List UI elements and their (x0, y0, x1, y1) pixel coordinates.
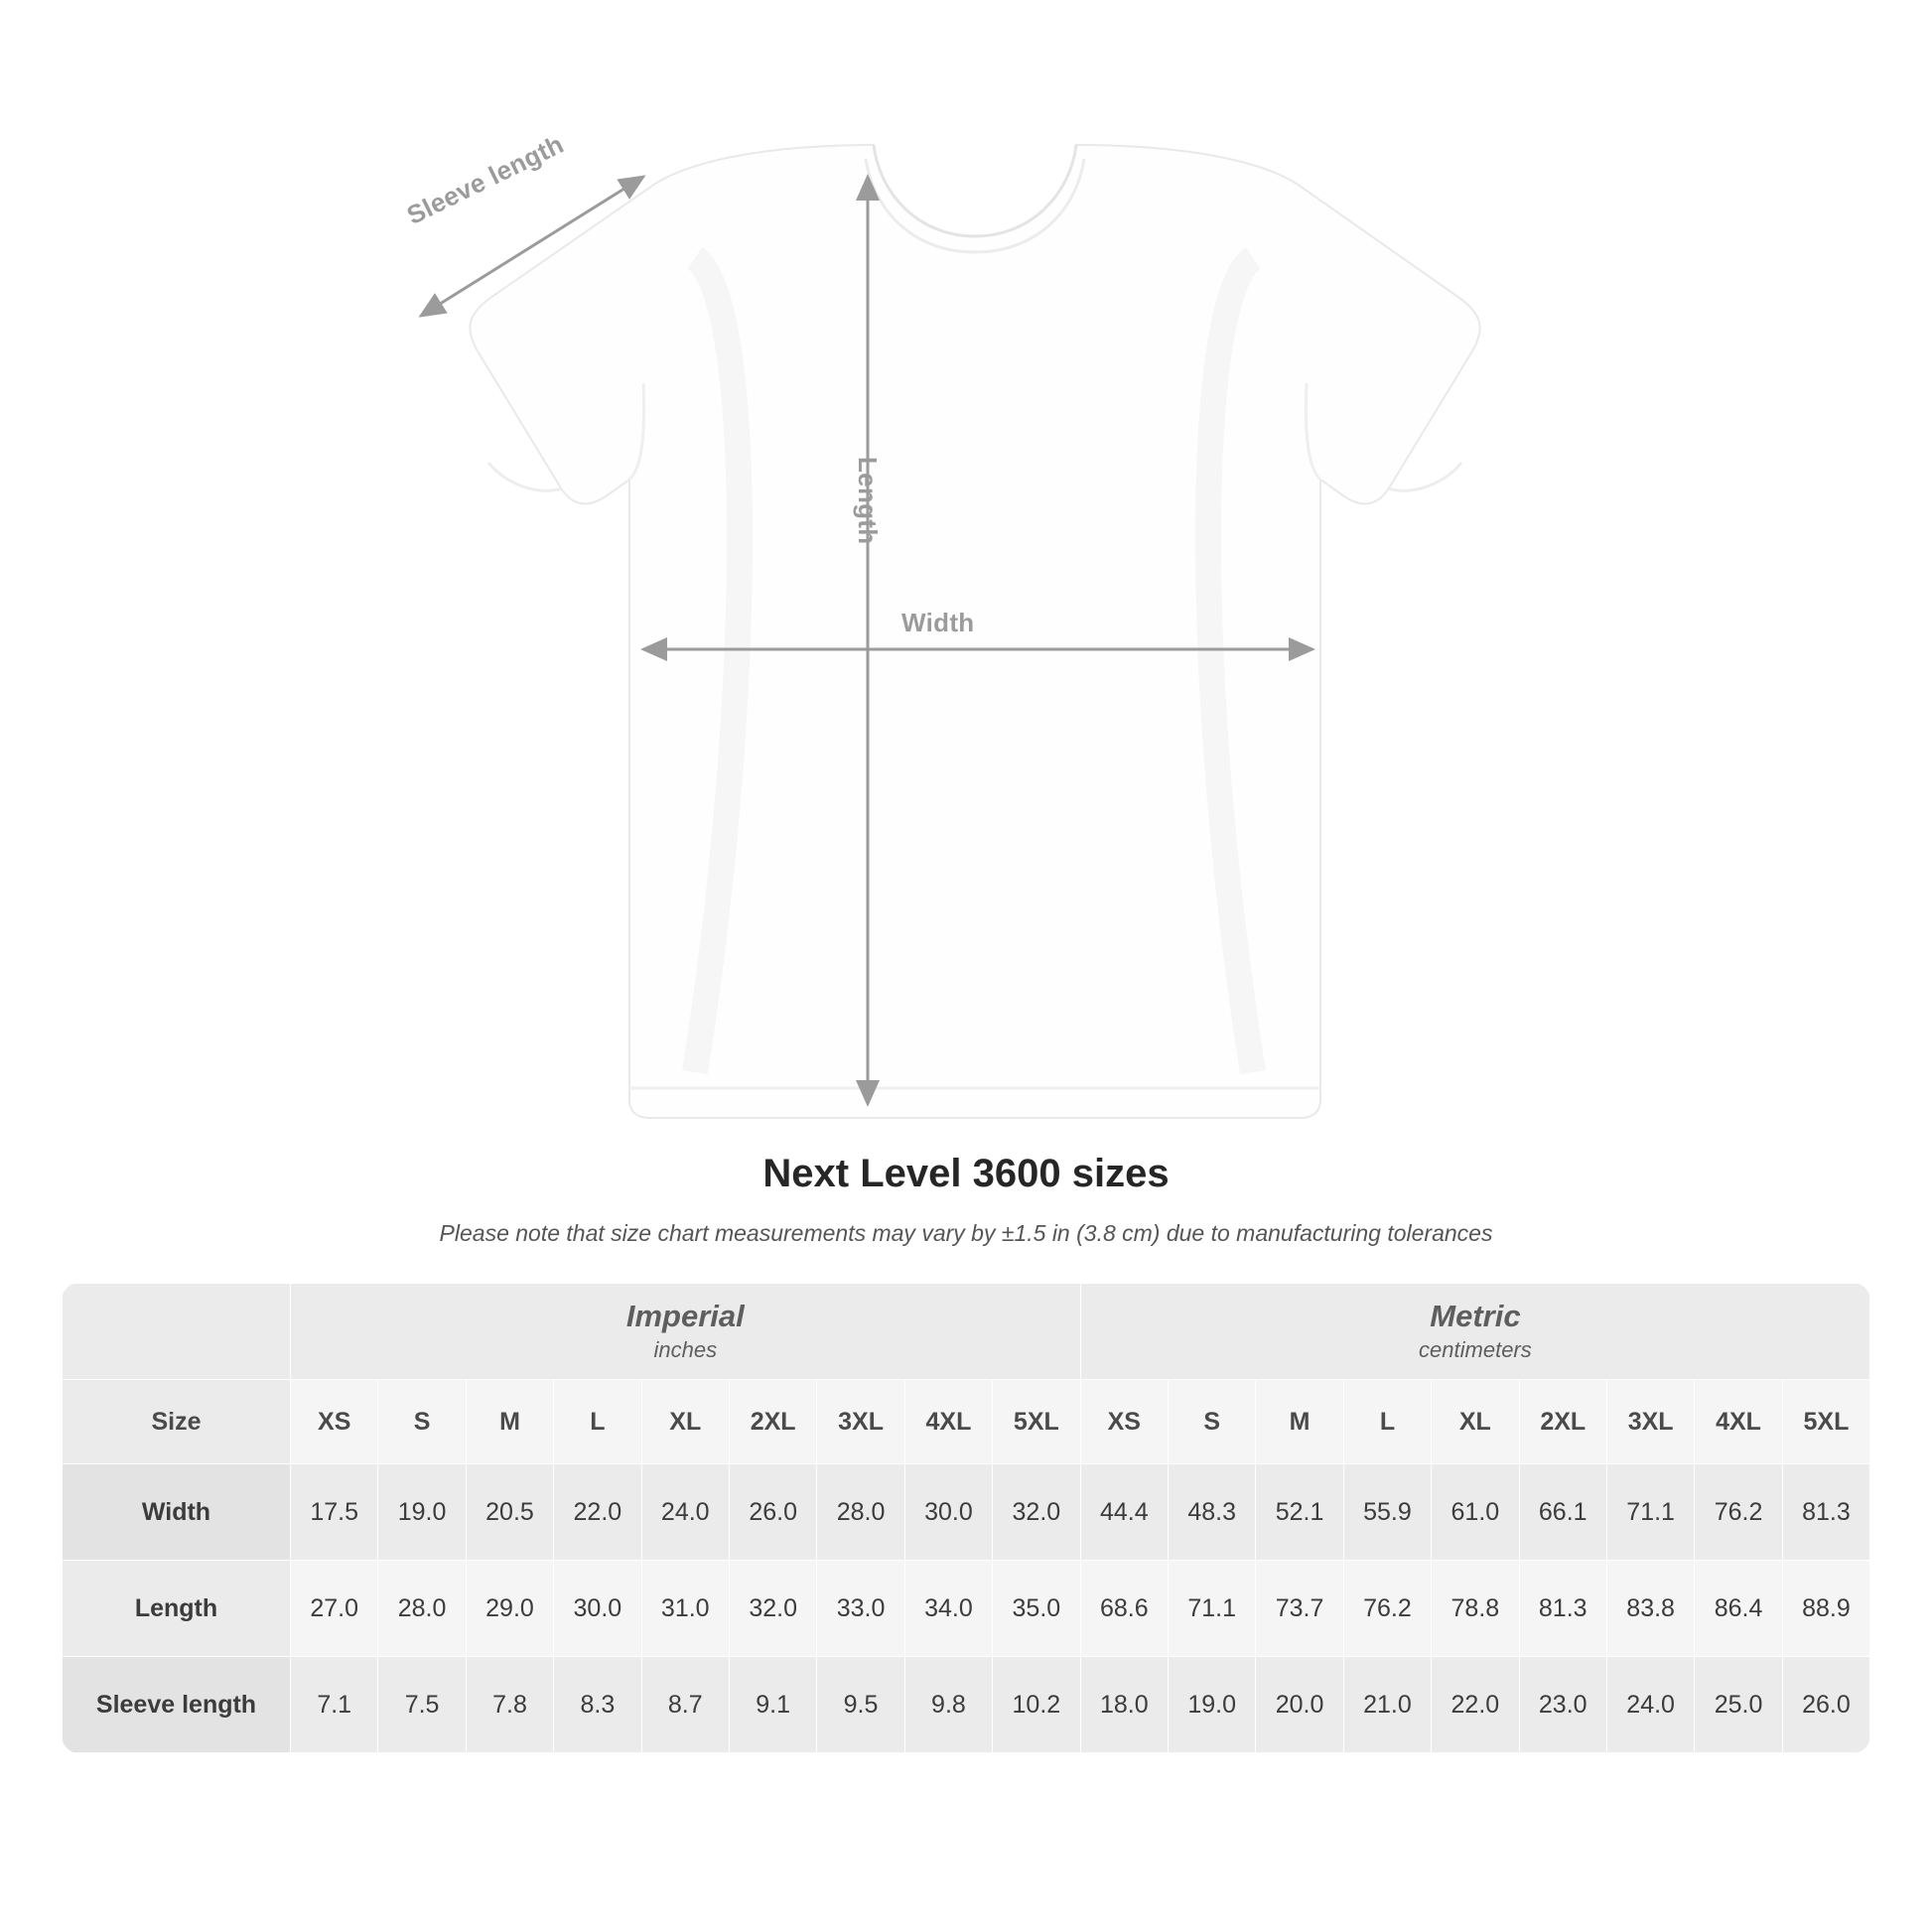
cell-width-imperial-3xl: 28.0 (817, 1464, 904, 1561)
row-label-length: Length (63, 1561, 291, 1657)
size-header-metric-s: S (1168, 1380, 1255, 1464)
size-header-metric-2xl: 2XL (1519, 1380, 1606, 1464)
width-dimension-label: Width (901, 608, 975, 637)
metric-unit-sub: centimeters (1419, 1337, 1532, 1363)
cell-length-metric-xl: 78.8 (1432, 1561, 1519, 1657)
table-corner-cell (63, 1284, 291, 1380)
size-header-imperial-xl: XL (641, 1380, 729, 1464)
row-label-sleeve-length: Sleeve length (63, 1657, 291, 1753)
cell-width-metric-s: 48.3 (1168, 1464, 1255, 1561)
size-header-metric-l: L (1343, 1380, 1431, 1464)
cell-sleeve-metric-3xl: 24.0 (1606, 1657, 1694, 1753)
table-row (63, 1464, 1870, 1561)
cell-width-metric-3xl: 71.1 (1606, 1464, 1694, 1561)
cell-width-metric-xl: 61.0 (1432, 1464, 1519, 1561)
size-header-imperial-3xl: 3XL (817, 1380, 904, 1464)
row-label-width: Width (63, 1464, 291, 1561)
size-header-metric-4xl: 4XL (1695, 1380, 1782, 1464)
size-label-cell: Size (63, 1380, 291, 1464)
cell-length-metric-4xl: 86.4 (1695, 1561, 1782, 1657)
cell-width-imperial-2xl: 26.0 (729, 1464, 816, 1561)
size-header-row (63, 1380, 1870, 1464)
cell-sleeve-imperial-4xl: 9.8 (904, 1657, 992, 1753)
cell-sleeve-metric-4xl: 25.0 (1695, 1657, 1782, 1753)
cell-length-metric-xs: 68.6 (1080, 1561, 1168, 1657)
cell-sleeve-metric-l: 21.0 (1343, 1657, 1431, 1753)
cell-sleeve-imperial-s: 7.5 (378, 1657, 466, 1753)
size-header-metric-5xl: 5XL (1782, 1380, 1870, 1464)
size-header-imperial-5xl: 5XL (993, 1380, 1080, 1464)
cell-width-imperial-m: 20.5 (466, 1464, 553, 1561)
cell-sleeve-metric-xl: 22.0 (1432, 1657, 1519, 1753)
cell-sleeve-imperial-2xl: 9.1 (729, 1657, 816, 1753)
cell-sleeve-metric-2xl: 23.0 (1519, 1657, 1606, 1753)
cell-width-metric-5xl: 81.3 (1782, 1464, 1870, 1561)
cell-length-imperial-m: 29.0 (466, 1561, 553, 1657)
imperial-unit-sub: inches (653, 1337, 718, 1363)
cell-width-metric-xs: 44.4 (1080, 1464, 1168, 1561)
metric-unit-header (1080, 1284, 1870, 1380)
table-row (63, 1561, 1870, 1657)
table-row (63, 1657, 1870, 1753)
size-header-metric-xl: XL (1432, 1380, 1519, 1464)
cell-length-imperial-4xl: 34.0 (904, 1561, 992, 1657)
cell-width-metric-l: 55.9 (1343, 1464, 1431, 1561)
cell-length-imperial-xs: 27.0 (291, 1561, 378, 1657)
imperial-unit-name: Imperial (625, 1299, 745, 1334)
unit-header-row (63, 1284, 1870, 1380)
size-table-container (62, 1283, 1870, 1753)
cell-width-imperial-xs: 17.5 (291, 1464, 378, 1561)
cell-sleeve-metric-5xl: 26.0 (1782, 1657, 1870, 1753)
cell-length-metric-5xl: 88.9 (1782, 1561, 1870, 1657)
cell-sleeve-imperial-l: 8.3 (554, 1657, 641, 1753)
cell-width-imperial-5xl: 32.0 (993, 1464, 1080, 1561)
title-block (0, 1152, 1932, 1247)
cell-length-metric-2xl: 81.3 (1519, 1561, 1606, 1657)
length-dimension-label: Length (853, 457, 883, 545)
cell-length-imperial-2xl: 32.0 (729, 1561, 816, 1657)
cell-width-imperial-l: 22.0 (554, 1464, 641, 1561)
tshirt-shape (470, 145, 1479, 1118)
page-title: Next Level 3600 sizes (762, 1152, 1170, 1195)
cell-width-imperial-4xl: 30.0 (904, 1464, 992, 1561)
cell-length-metric-s: 71.1 (1168, 1561, 1255, 1657)
size-header-imperial-xs: XS (291, 1380, 378, 1464)
cell-sleeve-metric-m: 20.0 (1256, 1657, 1343, 1753)
cell-length-imperial-3xl: 33.0 (817, 1561, 904, 1657)
size-header-metric-m: M (1256, 1380, 1343, 1464)
cell-length-imperial-l: 30.0 (554, 1561, 641, 1657)
size-header-metric-xs: XS (1080, 1380, 1168, 1464)
cell-sleeve-imperial-3xl: 9.5 (817, 1657, 904, 1753)
cell-length-imperial-5xl: 35.0 (993, 1561, 1080, 1657)
tolerance-note: Please note that size chart measurements may vary by ±1.5 in (3.8 cm) due to manufacturing tolerances (439, 1220, 1493, 1246)
cell-width-imperial-xl: 24.0 (641, 1464, 729, 1561)
cell-width-metric-m: 52.1 (1256, 1464, 1343, 1561)
cell-length-metric-3xl: 83.8 (1606, 1561, 1694, 1657)
cell-sleeve-imperial-xs: 7.1 (291, 1657, 378, 1753)
size-header-imperial-4xl: 4XL (904, 1380, 992, 1464)
size-header-imperial-s: S (378, 1380, 466, 1464)
size-header-imperial-l: L (554, 1380, 641, 1464)
cell-length-imperial-s: 28.0 (378, 1561, 466, 1657)
cell-sleeve-imperial-xl: 8.7 (641, 1657, 729, 1753)
cell-length-imperial-xl: 31.0 (641, 1561, 729, 1657)
cell-sleeve-imperial-m: 7.8 (466, 1657, 553, 1753)
cell-sleeve-imperial-5xl: 10.2 (993, 1657, 1080, 1753)
cell-width-imperial-s: 19.0 (378, 1464, 466, 1561)
size-header-imperial-2xl: 2XL (729, 1380, 816, 1464)
cell-length-metric-m: 73.7 (1256, 1561, 1343, 1657)
size-table (62, 1283, 1870, 1753)
cell-sleeve-metric-s: 19.0 (1168, 1657, 1255, 1753)
size-header-metric-3xl: 3XL (1606, 1380, 1694, 1464)
cell-sleeve-metric-xs: 18.0 (1080, 1657, 1168, 1753)
sleeve-length-dimension-label: Sleeve length (402, 128, 569, 230)
cell-width-metric-2xl: 66.1 (1519, 1464, 1606, 1561)
size-header-imperial-m: M (466, 1380, 553, 1464)
imperial-unit-header (291, 1284, 1081, 1380)
metric-unit-name: Metric (1430, 1299, 1521, 1334)
cell-width-metric-4xl: 76.2 (1695, 1464, 1782, 1561)
cell-length-metric-l: 76.2 (1343, 1561, 1431, 1657)
